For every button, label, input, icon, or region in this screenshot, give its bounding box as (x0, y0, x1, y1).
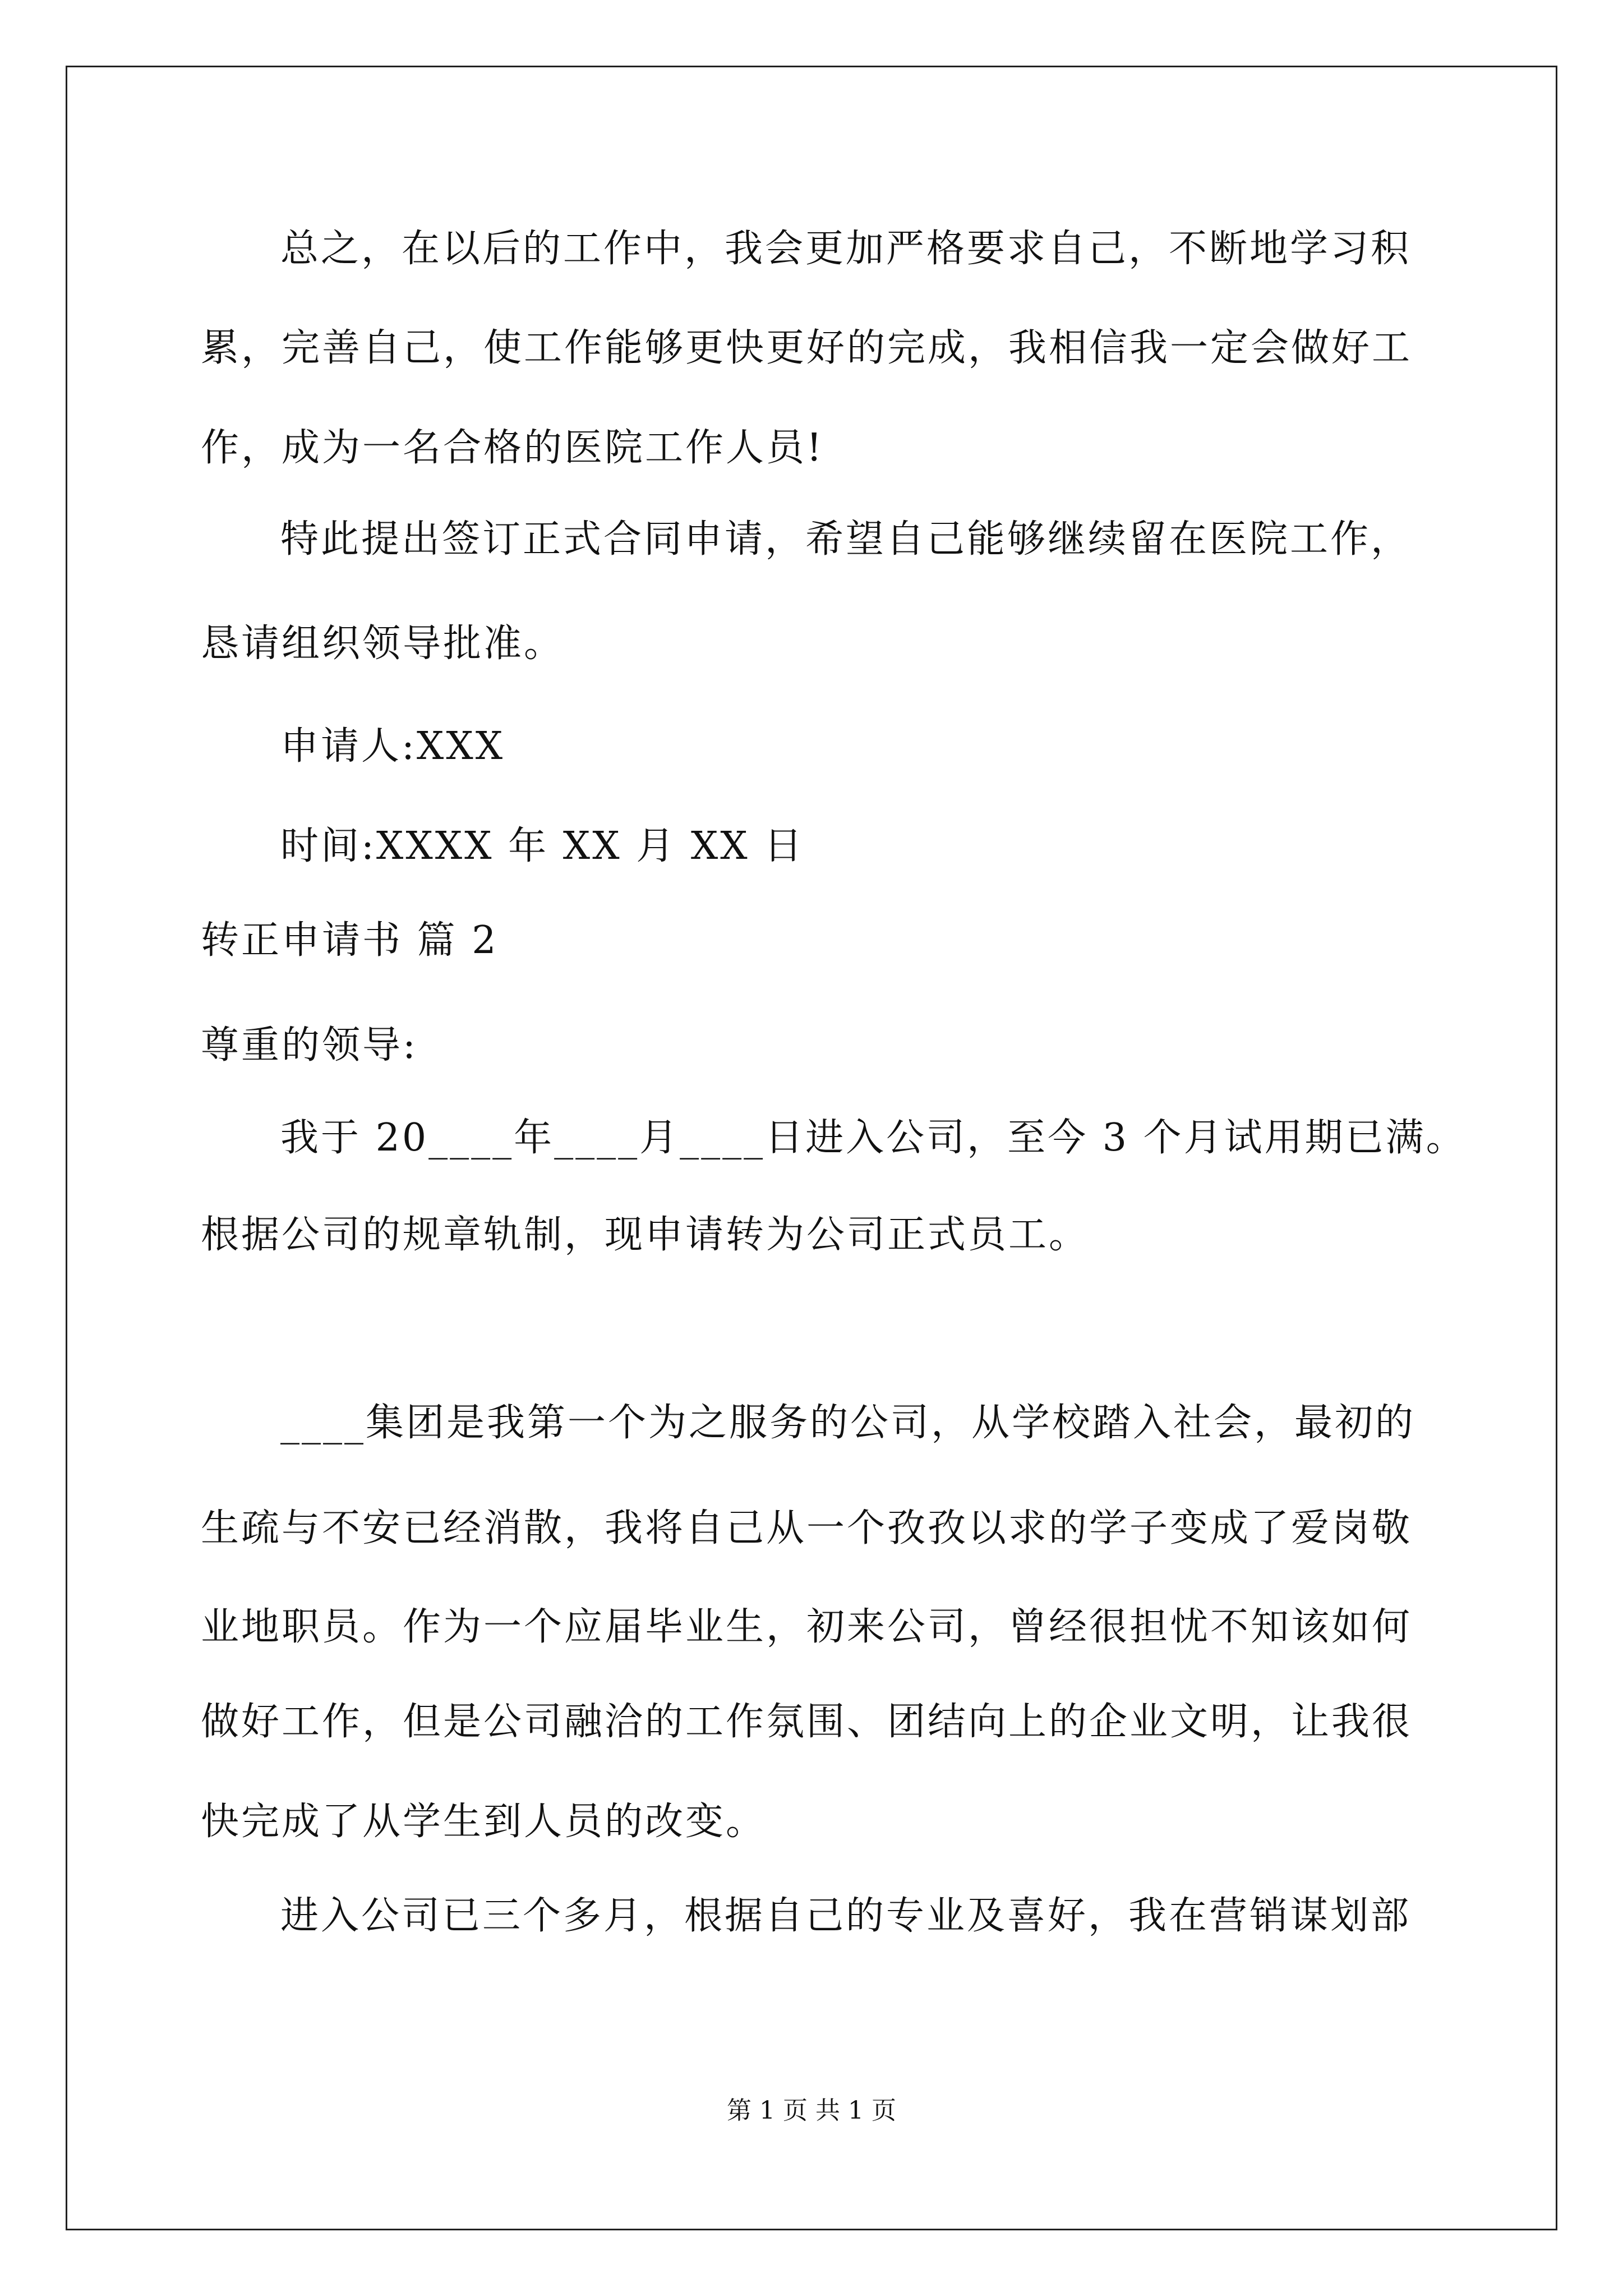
paragraph-line: 总之，在以后的工作中，我会更加严格要求自己，不断地学习积 (280, 227, 1412, 271)
paragraph-line: 做好工作，但是公司融洽的工作氛围、团结向上的企业文明，让我很 (201, 1700, 1413, 1744)
paragraph-line: 恳请组织领导批准。 (201, 622, 565, 666)
paragraph-line: 特此提出签订正式合同申请，希望自己能够继续留在医院工作， (280, 517, 1412, 562)
paragraph-line: 作，成为一名合格的医院工作人员! (201, 426, 824, 470)
paragraph-line: 业地职员。作为一个应届毕业生，初来公司，曾经很担忧不知该如何 (201, 1605, 1413, 1649)
paragraph-line: 进入公司已三个多月，根据自己的专业及喜好，我在营销谋划部 (280, 1894, 1412, 1938)
paragraph-line: ____集团是我第一个为之服务的公司，从学校踏入社会，最初的 (280, 1401, 1416, 1445)
applicant-line: 申请人:XXX (280, 724, 505, 769)
paragraph-line: 快完成了从学生到人员的改变。 (201, 1800, 767, 1844)
paragraph-line: 根据公司的规章轨制，现申请转为公司正式员工。 (201, 1213, 1090, 1257)
page-number-footer: 第 1 页 共 1 页 (727, 2096, 896, 2125)
section-heading: 转正申请书 篇 2 (201, 918, 499, 963)
paragraph-line: 我于 20____年____月____日进入公司，至今 3 个月试用期已满。 (280, 1116, 1467, 1160)
paragraph-line: 生疏与不安已经消散，我将自己从一个孜孜以求的学子变成了爱岗敬 (201, 1506, 1413, 1550)
date-line: 时间:XXXX 年 XX 月 XX 日 (280, 824, 805, 868)
paragraph-line: 累，完善自己，使工作能够更快更好的完成，我相信我一定会做好工 (201, 326, 1413, 370)
salutation: 尊重的领导: (201, 1023, 418, 1068)
